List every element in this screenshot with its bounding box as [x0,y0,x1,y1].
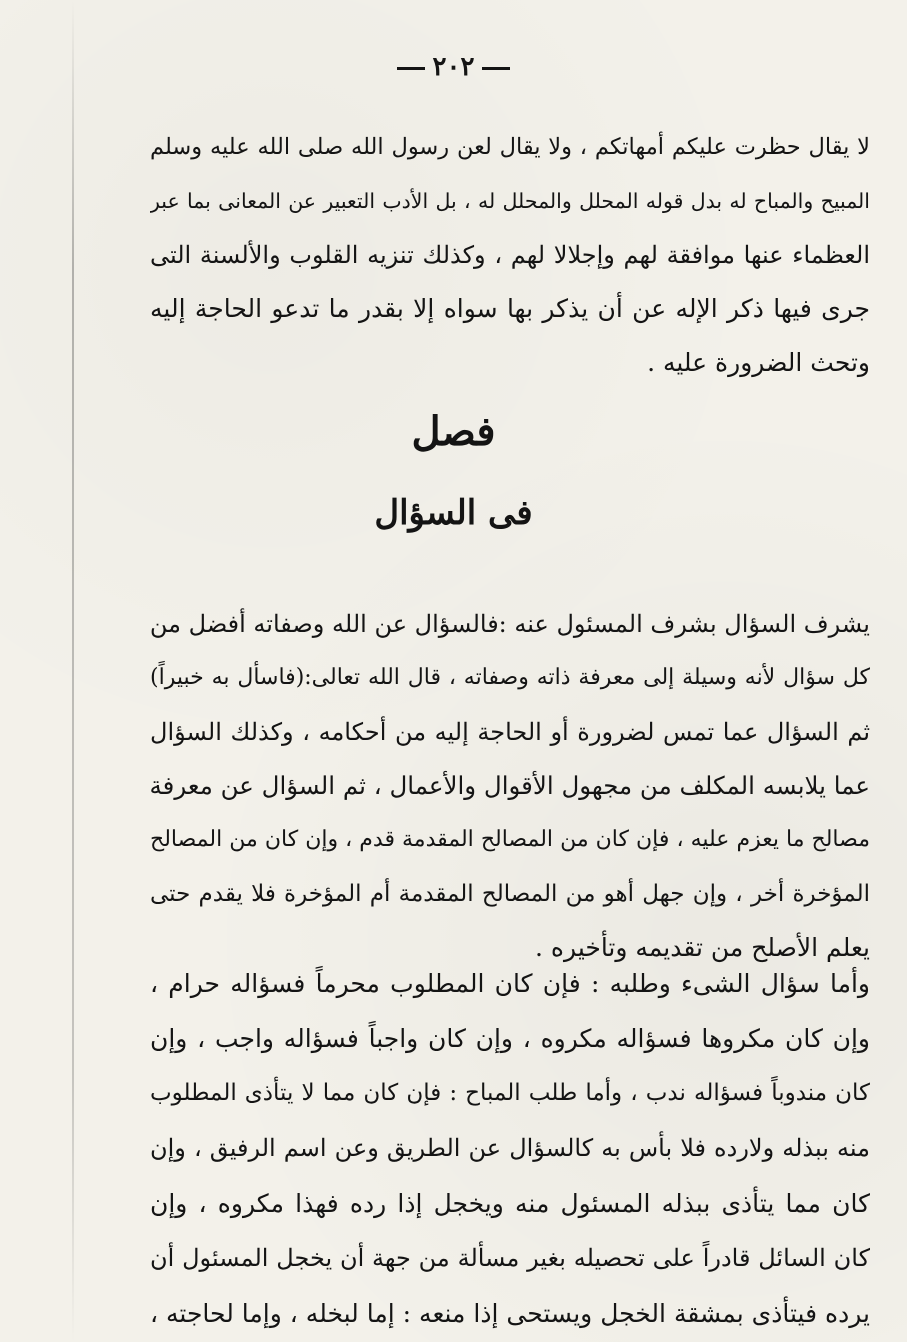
page-number-value: ٢٠٢ [432,52,475,82]
page-number-dash-right [482,67,510,70]
paragraph-question-honor [150,597,870,975]
page-number [0,52,907,82]
text-line: كل سؤال لأنه وسيلة إلى معرفة ذاته وصفاته ، قال الله تعالى:(فاسأل به خبيراً) [150,665,870,690]
text-line: لا يقال حظرت عليكم أمهاتكم ، ولا يقال لعن رسول الله صلى الله عليه وسلم [150,134,870,160]
text-line: كان مما يتأذى ببذله المسئول منه ويخجل إذا رده فهذا مكروه ، وإن [150,1189,870,1218]
text-line: وتحث الضرورة عليه . [647,348,870,377]
text-line: مصالح ما يعزم عليه ، فإن كان من المصالح المقدمة قدم ، وإن كان من المصالح [150,827,870,852]
text-line: يشرف السؤال بشرف المسئول عنه :فالسؤال عن الله وصفاته أفضل من [150,610,870,638]
intro-paragraph [150,120,870,390]
text-line: كان السائل قادراً على تحصيله بغير مسألة من جهة أن يخجل المسئول أن [150,1244,870,1272]
text-line: منه ببذله ولارده فلا بأس به كالسؤال عن الطريق وعن اسم الرفيق ، وإن [150,1134,870,1162]
binding-edge-shadow [72,0,74,1342]
text-line: وإن كان مكروها فسؤاله مكروه ، وإن كان واجباً فسؤاله واجب ، وإن [150,1024,870,1053]
paragraph-asking-things [150,956,870,1341]
text-line: المبيح والمباح له بدل قوله المحلل والمحلل له ، بل الأدب التعبير عن المعانى بما عبر [150,189,870,213]
text-line: يرده فيتأذى بمشقة الخجل ويستحى إذا منعه : إما لبخله ، وإما لحاجته ، [150,1299,870,1328]
text-line: العظماء عنها موافقة لهم وإجلالا لهم ، وكذلك تنزيه القلوب والألسنة التى [150,241,870,269]
text-line: ثم السؤال عما تمس لضرورة أو الحاجة إليه من أحكامه ، وكذلك السؤال [150,718,870,746]
text-line: عما يلابسه المكلف من مجهول الأقوال والأعمال ، ثم السؤال عن معرفة [150,771,870,800]
text-line: كان مندوباً فسؤاله ندب ، وأما طلب المباح : فإن كان مما لا يتأذى المطلوب [150,1080,870,1106]
text-line: وأما سؤال الشىء وطلبه : فإن كان المطلوب محرماً فسؤاله حرام ، [150,969,870,998]
text-line: المؤخرة أخر ، وإن جهل أهو من المصالح المقدمة أم المؤخرة فلا يقدم حتى [150,881,870,907]
section-subheading: فى السؤال [374,493,533,533]
text-line: يعلم الأصلح من تقديمه وتأخيره . [535,933,870,962]
section-heading: فصل [411,408,496,455]
page-number-dash-left [397,67,425,70]
text-line: جرى فيها ذكر الإله عن أن يذكر بها سواه إلا بقدر ما تدعو الحاجة إليه [150,294,870,323]
